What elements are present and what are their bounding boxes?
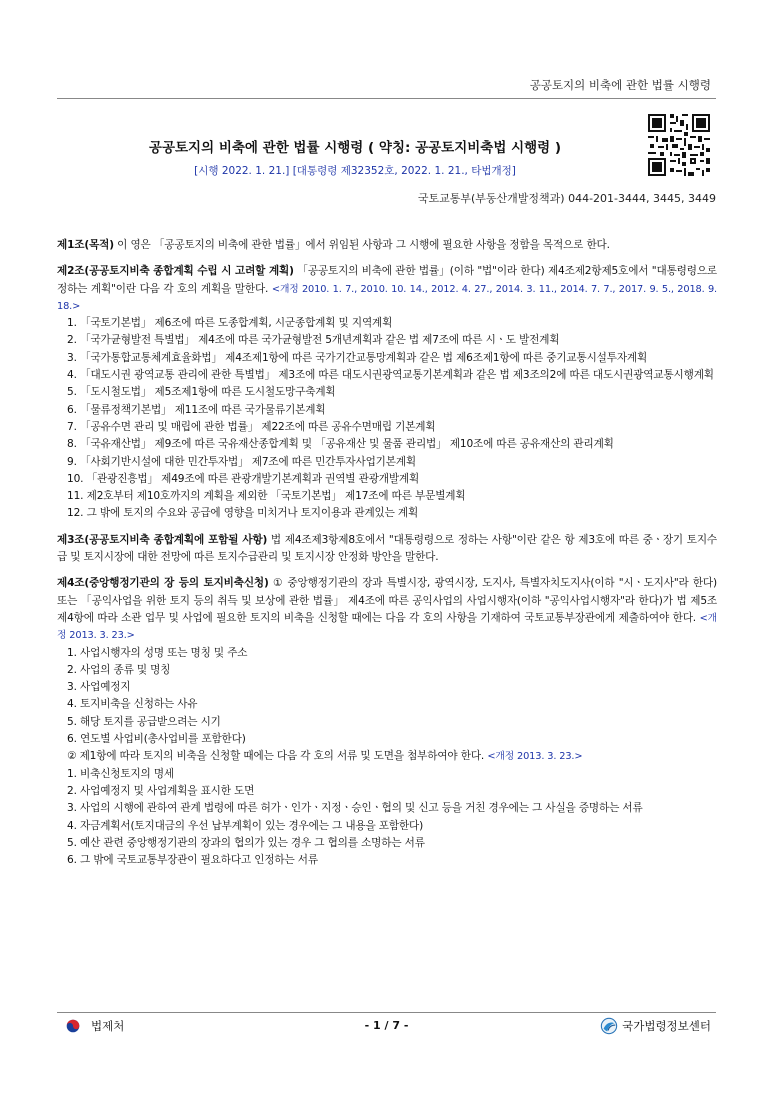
article-2 <box>57 263 717 522</box>
list-item: 5. 예산 관련 중앙행정기관의 장과의 협의가 있는 경우 그 협의를 소명하는 서류 <box>67 836 425 849</box>
title-block <box>100 136 610 178</box>
list-item: 1. 「국토기본법」 제6조에 따른 도종합계획, 시군종합계획 및 지역계획 <box>67 317 393 330</box>
running-header: 공공토지의 비축에 관한 법률 시행령 <box>529 78 711 92</box>
amendment-note: <개정 2013. 3. 23.> <box>487 751 583 763</box>
list-item: 4. 자금계획서(토지대금의 우선 납부계획이 있는 경우에는 그 내용을 포함한다) <box>67 819 424 832</box>
article-label: 제2조(공공토지비축 종합계획 수립 시 고려할 계획) <box>57 265 294 278</box>
footer-left-label: 법제처 <box>91 1019 125 1033</box>
article-1 <box>57 237 717 254</box>
list-item: 10. 「관광진흥법」 제49조에 따른 관광개발기본계획과 권역별 관광개발계획 <box>67 472 420 485</box>
article-3 <box>57 532 717 567</box>
article-paragraph <box>57 748 717 765</box>
list-item: 8. 「국유재산법」 제9조에 따른 국유재산종합계획 및 「공유재산 및 물품 관리법」 제10조에 따른 공유재산의 관리계획 <box>67 438 614 451</box>
footer-divider <box>57 1012 716 1013</box>
article-text: 이 영은 「공공토지의 비축에 관한 법률」에서 위임된 사항과 그 시행에 필요한 사항을 정함을 목적으로 한다. <box>113 239 610 251</box>
list-item: 9. 「사회기반시설에 대한 민간투자법」 제7조에 따른 민간투자사업기본계획 <box>67 455 417 468</box>
list-item: 3. 사업의 시행에 관하여 관계 법령에 따른 허가ㆍ인가ㆍ지정ㆍ승인ㆍ협의 및 신고 등을 거친 경우에는 그 사실을 증명하는 서류 <box>67 802 643 815</box>
article-label: 제1조(목적) <box>57 239 114 251</box>
list-item: 2. 「국가균형발전 특별법」 제4조에 따른 국가균형발전 5개년계획과 같은 법 제7조에 따른 시ㆍ도 발전계획 <box>67 334 560 347</box>
enforcement-info: [시행 2022. 1. 21.] [대통령령 제32352호, 2022. 1. 21., 타법개정] <box>194 165 516 177</box>
law-body <box>57 237 717 869</box>
article-4 <box>57 575 717 869</box>
list-item: 4. 토지비축을 신청하는 사유 <box>67 698 198 711</box>
list-item: 11. 제2호부터 제10호까지의 계획을 제외한 「국토기본법」 제17조에 따른 부문별계획 <box>67 490 466 503</box>
article-text: ① 중앙행정기관의 장과 특별시장, 광역시장, 도지사, 특별자치도지사(이하 "시ㆍ도지사"라 한다) 또는 「공익사업을 위한 토지 등의 취득 및 보상에 관한 법률」 제4조에 따른 공익사업의 사업시행자(이하 "공익사업시행자"라 한다)가 법 제5조제4항에 따라 소관 업무 및 사업에 필요한 토지의 비축을 신청할 때에는 다음 각 호의 사항을 기재하여 국토교통부장관에게 제출하여야 한다. <box>57 577 717 624</box>
amendment-note: <개정 2013. 3. 23.> <box>57 612 717 642</box>
qr-code-icon[interactable] <box>646 112 712 178</box>
header-divider <box>57 98 716 99</box>
article-paragraph <box>57 532 717 567</box>
article-text: 「공공토지의 비축에 관한 법률」(이하 "법"이라 한다) 제4조제2항제5호에서 "대통령령으로 정하는 계획"이란 다음 각 호의 계획을 말한다. <box>57 265 717 295</box>
document-title: 공공토지의 비축에 관한 법률 시행령 ( 약칭: 공공토지비축법 시행령 ) <box>148 140 562 156</box>
list-item: 5. 「도시철도법」 제5조제1항에 따른 도시철도망구축계획 <box>67 386 336 399</box>
list-item: 1. 비축신청토지의 명세 <box>67 767 174 780</box>
list-item: 6. 연도별 사업비(총사업비를 포함한다) <box>67 733 246 746</box>
article-paragraph <box>57 237 717 254</box>
list-item: 4. 「대도시권 광역교통 관리에 관한 특별법」 제3조에 따른 대도시권광역교통기본계획과 같은 법 제3조의2에 따른 대도시권광역교통시행계획 <box>67 369 714 382</box>
footer-right-label: 국가법령정보센터 <box>622 1019 711 1033</box>
ministry-contact: 국토교통부(부동산개발정책과) 044-201-3444, 3445, 3449 <box>417 192 716 205</box>
amendment-note: <개정 2010. 1. 7., 2010. 10. 14., 2012. 4. 27., 2014. 3. 11., 2014. 7. 7., 2017. 9. 5., 2018. 9. 18.> <box>57 283 718 312</box>
list-item: 3. 「국가통합교통체계효율화법」 제4조제1항에 따른 국가기간교통망계획과 같은 법 제6조제1항에 따른 중기교통시설투자계획 <box>67 351 648 364</box>
list-item: 1. 사업시행자의 성명 또는 명칭 및 주소 <box>67 646 248 659</box>
article-label: 제3조(공공토지비축 종합계획에 포함될 사항) <box>57 533 268 546</box>
article-text: 법 제4조제3항제8호에서 "대통령령으로 정하는 사항"이란 같은 항 제3호에 따른 중ㆍ장기 토지수급 및 토지시장에 대한 전망에 따른 토지수급관리 및 토지시장 안정화 방안을 말한다. <box>57 533 717 564</box>
article-paragraph <box>57 263 717 315</box>
page-number: - 1 / 7 - <box>364 1019 409 1032</box>
law-center-logo-icon <box>600 1017 618 1035</box>
list-item: 12. 그 밖에 토지의 수요와 공급에 영향을 미치거나 토지이용과 관계있는 계획 <box>67 507 419 520</box>
list-item: 7. 「공유수면 관리 및 매립에 관한 법률」 제22조에 따른 공유수면매립 기본계획 <box>67 420 436 433</box>
list-item: 6. 「물류정책기본법」 제11조에 따른 국가물류기본계획 <box>67 403 326 416</box>
list-item: 3. 사업예정지 <box>67 681 131 694</box>
list-item: 2. 사업의 종류 및 명칭 <box>67 663 171 676</box>
list-item: 6. 그 밖에 국토교통부장관이 필요하다고 인정하는 서류 <box>67 854 318 867</box>
footer-law-center <box>600 1017 711 1035</box>
article-paragraph <box>57 575 717 644</box>
paragraph-text: ② 제1항에 따라 토지의 비축을 신청할 때에는 다음 각 호의 서류 및 도면을 첨부하여야 한다. <box>67 750 488 763</box>
list-item: 5. 해당 토지를 공급받으려는 시기 <box>67 715 221 728</box>
list-item: 2. 사업예정지 및 사업계획을 표시한 도면 <box>67 784 255 797</box>
article-label: 제4조(중앙행정기관의 장 등의 토지비축신청) <box>57 577 269 590</box>
